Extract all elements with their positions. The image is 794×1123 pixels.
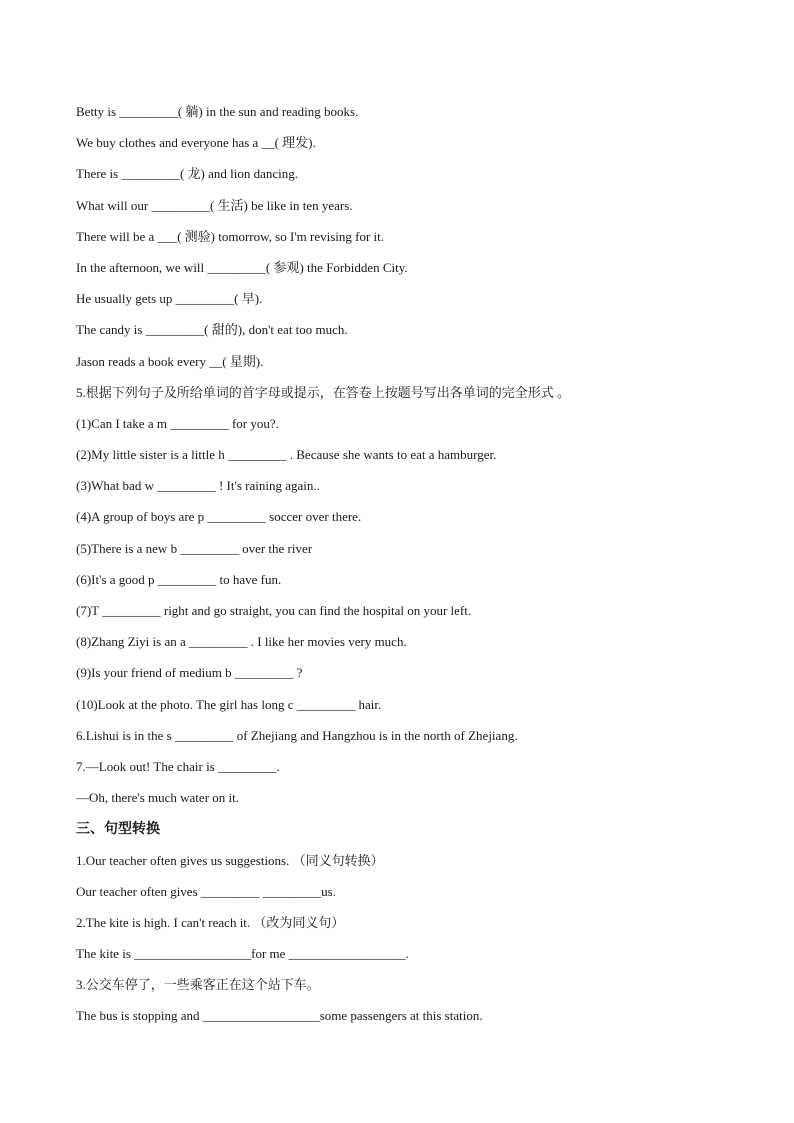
question-5-instruction: 5.根据下列句子及所给单词的首字母或提示，在答卷上按题号写出各单词的完全形式 。 [76,384,571,400]
q5-item-8: (8)Zhang Ziyi is an a _________ . I like her movies very much. [76,634,407,650]
fill-blank-betty: Betty is _________( 躺) in the sun and reading books. [76,104,359,119]
q5-item-10: (10)Look at the photo. The girl has long c _________ hair. [76,696,382,712]
fill-blank-life: What will our _________( 生活) be like in ten years. [76,197,353,213]
transform-2-answer: The kite is __________________for me __________________. [76,946,409,962]
q5-item-2: (2)My little sister is a little h _________ . Because she wants to eat a hamburger. [76,447,497,463]
question-7-reply: —Oh, there's much water on it. [76,790,239,806]
q5-item-3: (3)What bad w _________ ! It's raining again.. [76,478,320,494]
fill-blank-visit: In the afternoon, we will _________( 参观) the Forbidden City. [76,259,408,275]
q5-item-5: (5)There is a new b _________ over the river [76,540,313,556]
fill-blank-early: He usually gets up _________( 早). [76,291,263,307]
q5-item-7: (7)T _________ right and go straight, you can find the hospital on your left. [76,603,472,618]
fill-blank-sweet: The candy is _________( 甜的), don't eat too much. [76,322,348,338]
transform-1-answer: Our teacher often gives _________ _________us. [76,883,336,899]
transform-3-answer: The bus is stopping and __________________some passengers at this station. [76,1008,483,1024]
transform-1-prompt: 1.Our teacher often gives us suggestions. （同义句转换） [76,852,384,868]
question-6: 6.Lishui is in the s _________ of Zhejiang and Hangzhou is in the north of Zhejiang. [76,727,518,743]
q5-item-4: (4)A group of boys are p _________ soccer over there. [76,509,362,525]
fill-blank-haircut: We buy clothes and everyone has a __( 理发). [76,135,316,151]
question-7: 7.—Look out! The chair is _________. [76,758,280,774]
worksheet-page [76,101,736,1037]
q5-item-9: (9)Is your friend of medium b _________ ? [76,665,303,681]
section-3-title: 三、句型转换 [76,821,160,838]
q5-item-1: (1)Can I take a m _________ for you?. [76,415,279,431]
transform-2-prompt: 2.The kite is high. I can't reach it. （改为同义句） [76,914,345,930]
q5-item-6: (6)It's a good p _________ to have fun. [76,571,282,587]
transform-3-prompt: 3.公交车停了，一些乘客正在这个站下车。 [76,977,320,993]
fill-blank-week: Jason reads a book every __( 星期). [76,353,264,369]
fill-blank-test: There will be a ___( 测验) tomorrow, so I'm revising for it. [76,228,385,244]
fill-blank-dragon: There is _________( 龙) and lion dancing. [76,166,299,182]
